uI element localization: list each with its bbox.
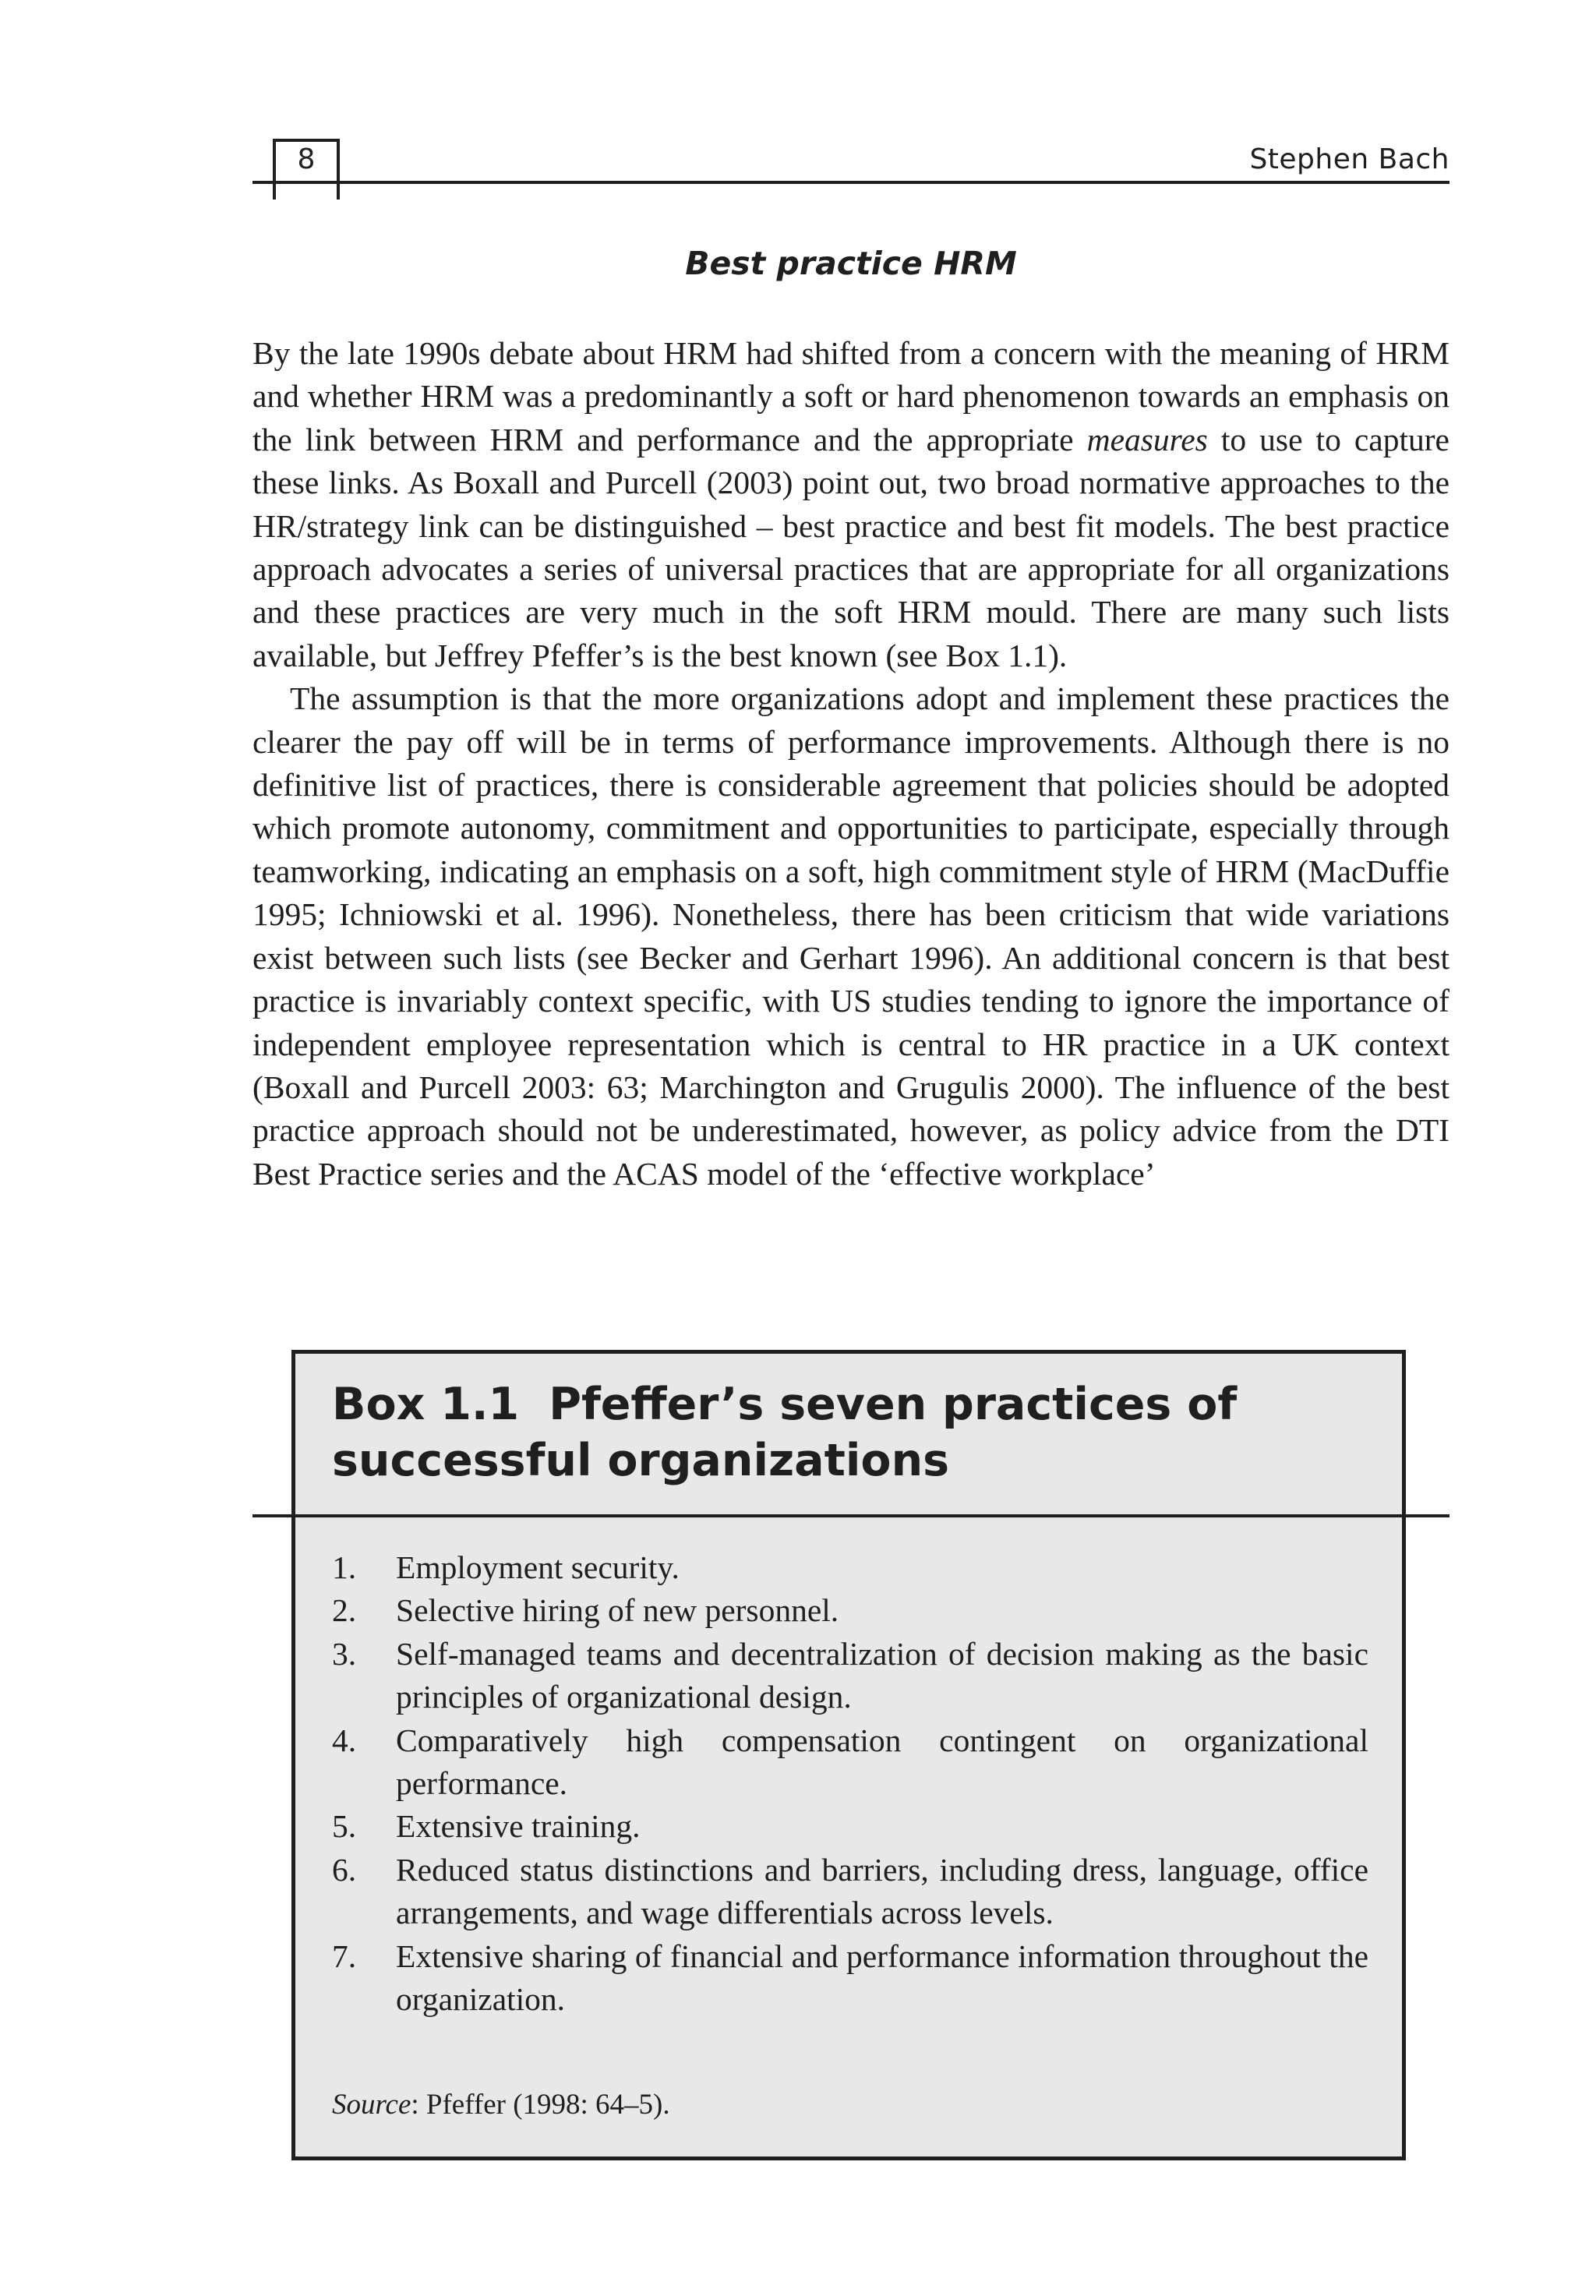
list-item-number: 1. xyxy=(332,1549,357,1585)
list-item-number: 7. xyxy=(332,1937,357,1974)
body-text xyxy=(252,332,1449,1196)
list-item xyxy=(332,1719,1368,1806)
box-title-rule xyxy=(252,1514,1449,1517)
source-text: : Pfeffer (1998: 64–5). xyxy=(411,2089,670,2121)
list-item xyxy=(332,1805,1368,1848)
paragraph-1 xyxy=(252,332,1449,677)
list-item-text: Reduced status distinctions and barriers, including dress, language, office arrangements, and wage differentials across levels. xyxy=(396,1851,1368,1931)
list-item-text: Employment security. xyxy=(396,1549,680,1585)
section-heading: Best practice HRM xyxy=(685,245,1017,282)
list-item-text: Extensive sharing of financial and performance information throughout the organization. xyxy=(396,1937,1368,2018)
list-item xyxy=(332,1589,1368,1632)
list-item-number: 6. xyxy=(332,1851,357,1888)
source-label: Source xyxy=(332,2089,411,2121)
box-number: Box 1.1 xyxy=(332,1379,520,1430)
page-number: 8 xyxy=(297,143,316,175)
list-item xyxy=(332,1849,1368,1935)
paragraph-1-emphasis: measures xyxy=(1086,421,1208,457)
box-source xyxy=(332,2086,670,2125)
list-item-number: 5. xyxy=(332,1808,357,1845)
paragraph-1-text-a: By the late 1990s debate about HRM had shifted from a concern with the meaning of HRM and whether HRM was a predominantly a soft or hard phenomenon towards an emphasis on the link between HRM and performance and the appropriate xyxy=(252,335,1449,457)
paragraph-1-text-b: to use to capture these links. As Boxall and Purcell (2003) point out, two broad normative approaches to the HR/strategy link can be distinguished – best practice and best fit models. The best practice approach advocates a series of universal practices that are appropriate for all organizations and these practices are very much in the soft HRM mould. There are many such lists available, but Jeffrey Pfeffer’s is the best known (see Box 1.1). xyxy=(252,421,1449,673)
box-title-line-2: successful organizations xyxy=(332,1435,950,1486)
list-item xyxy=(332,1546,1368,1589)
box-title xyxy=(332,1376,1361,1489)
list-item-number: 2. xyxy=(332,1592,357,1629)
list-item-number: 3. xyxy=(332,1635,357,1672)
box-title-line-1: Pfeffer’s seven practices of xyxy=(549,1379,1238,1430)
list-item-text: Selective hiring of new personnel. xyxy=(396,1592,839,1629)
list-item-text: Extensive training. xyxy=(396,1808,641,1845)
list-item xyxy=(332,1633,1368,1719)
list-item-text: Self-managed teams and decentralization of decision making as the basic principles of organizational design. xyxy=(396,1635,1368,1715)
list-item-text: Comparatively high compensation contingent on organizational performance. xyxy=(396,1722,1368,1802)
running-head-author: Stephen Bach xyxy=(1249,143,1449,175)
practices-list xyxy=(332,1546,1368,2021)
header-rule xyxy=(252,181,1449,184)
list-item-number: 4. xyxy=(332,1722,357,1758)
list-item xyxy=(332,1935,1368,2022)
paragraph-2: The assumption is that the more organizations adopt and implement these practices the clearer the pay off will be in terms of performance improvements. Although there is no definitive list of practices, there is considerable agreement that policies should be adopted which promote autonomy, commitment and opportunities to participate, especially through teamworking, indicating an emphasis on a soft, high commitment style of HRM (MacDuffie 1995; Ichniowski et al. 1996). Nonetheless, there has been criticism that wide variations exist between such lists (see Becker and Gerhart 1996). An additional concern is that best practice is invariably context specific, with US studies tending to ignore the importance of independent employee representation which is central to HR practice in a UK context (Boxall and Purcell 2003: 63; Marchington and Grugulis 2000). The influence of the best practice approach should not be underestimated, however, as policy advice from the DTI Best Practice series and the ACAS model of the ‘effective workplace’ xyxy=(252,680,1449,1192)
